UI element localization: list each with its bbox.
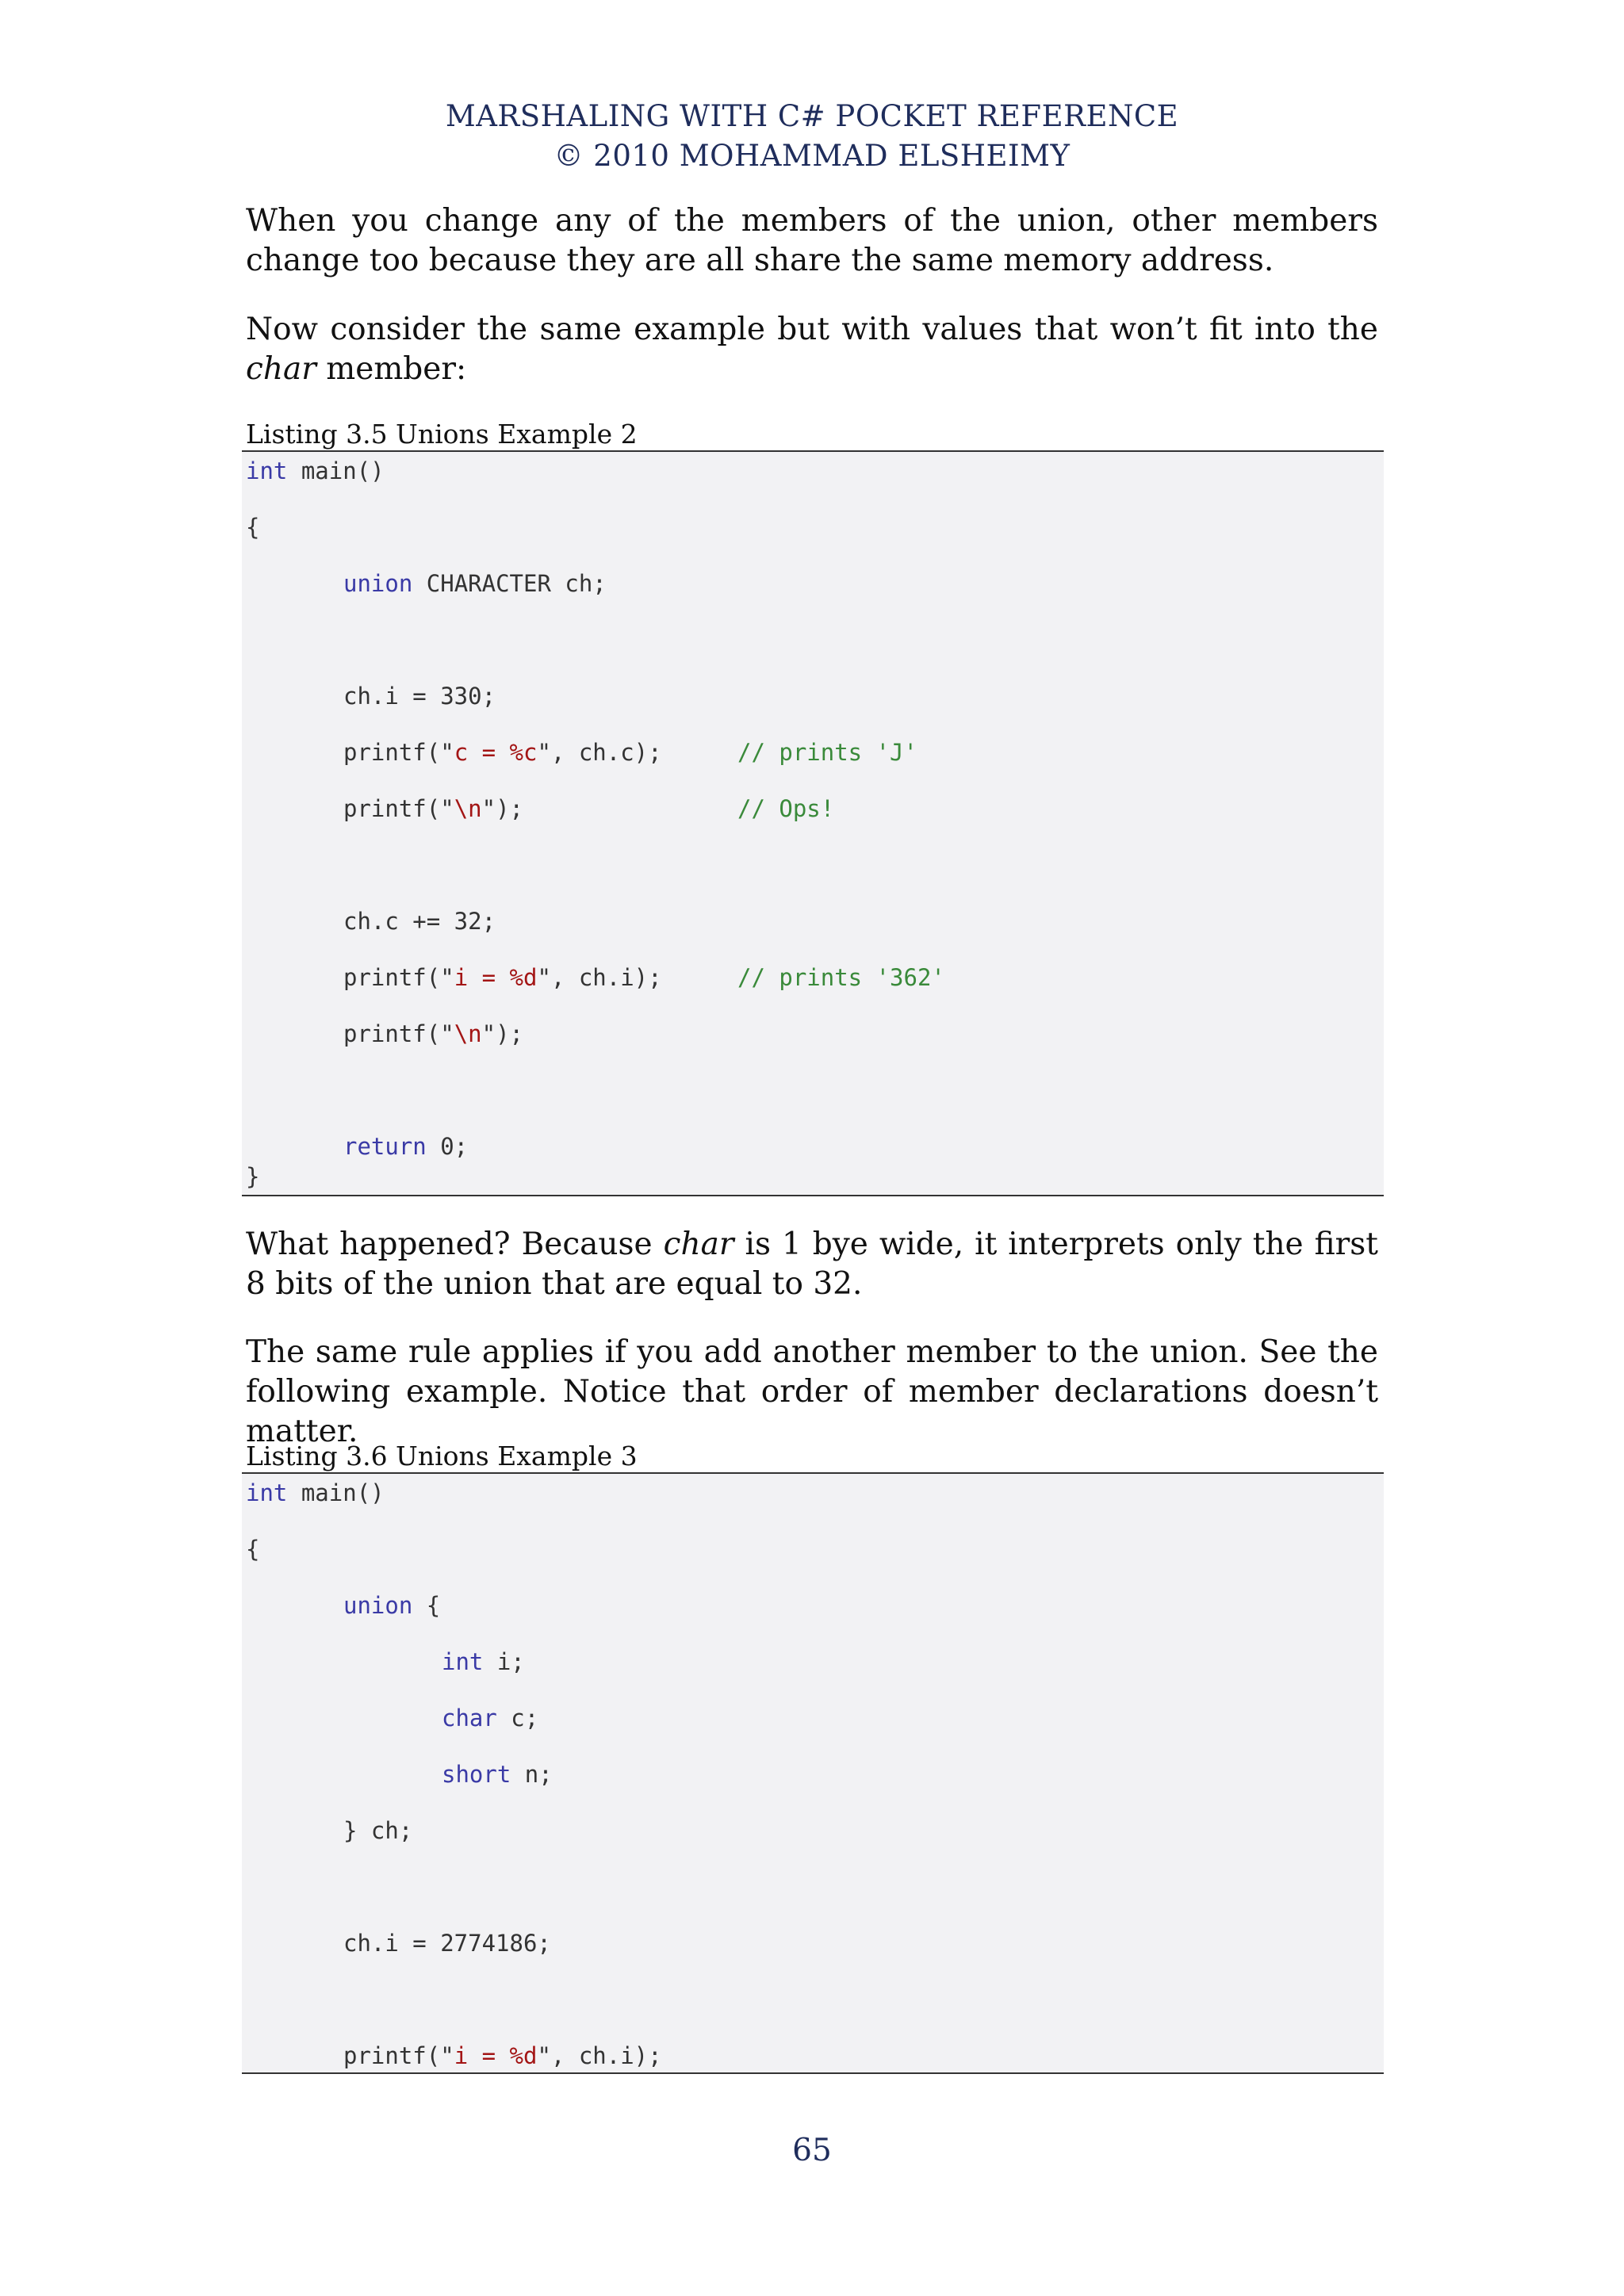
code-text: printf(	[343, 739, 441, 766]
code-text: "	[537, 964, 551, 991]
code-text: );	[496, 1020, 523, 1047]
keyword: int	[246, 1479, 288, 1506]
code-text: );	[496, 795, 523, 822]
paragraph-consider-example	[246, 310, 1378, 389]
code-text: 0;	[426, 1133, 469, 1160]
code-text: , ch.i);	[550, 2042, 662, 2069]
code-text: , ch.c);	[550, 739, 662, 766]
code-text: main()	[287, 457, 385, 484]
code-line	[246, 1479, 385, 1507]
string-literal: i = %d	[454, 2042, 538, 2069]
code-line	[343, 1591, 440, 1620]
code-text: "	[481, 795, 496, 822]
code-line	[442, 1704, 538, 1732]
code-text: i;	[483, 1648, 525, 1675]
code-text: main()	[287, 1479, 385, 1506]
header-title: MARSHALING WITH C# POCKET REFERENCE	[445, 99, 1179, 133]
listing-caption: Listing 3.6 Unions Example 3	[246, 1441, 638, 1471]
code-line: } ch;	[343, 1817, 413, 1844]
code-line: ch.c += 32;	[343, 908, 496, 935]
code-text: "	[440, 1020, 454, 1047]
code-line: ch.i = 330;	[343, 683, 496, 710]
header-copyright: © 2010 MOHAMMAD ELSHEIMY	[553, 139, 1071, 173]
keyword: int	[442, 1648, 484, 1675]
code-text: "	[537, 2042, 551, 2069]
code-text: c;	[496, 1705, 539, 1732]
page-number: 65	[792, 2133, 832, 2168]
code-line	[343, 794, 523, 823]
code-text: "	[440, 739, 454, 766]
code-text: "	[440, 964, 454, 991]
code-line	[343, 963, 662, 992]
text: Now consider the same example but with values that won’t fit into the	[246, 312, 1378, 347]
code-text: {	[412, 1592, 441, 1619]
code-line	[343, 2042, 662, 2070]
code-line: {	[246, 1536, 260, 1563]
code-text: CHARACTER ch;	[412, 570, 607, 597]
keyword: union	[343, 1592, 413, 1619]
code-comment: // prints 'J'	[737, 739, 917, 766]
code-line	[442, 1647, 525, 1676]
text: member:	[316, 351, 467, 387]
text: What happened? Because	[246, 1226, 664, 1262]
keyword: short	[442, 1761, 511, 1788]
keyword: return	[343, 1133, 427, 1160]
code-comment: // prints '362'	[737, 964, 945, 991]
keyword: union	[343, 570, 413, 597]
code-line: {	[246, 514, 260, 541]
code-line	[246, 457, 385, 485]
code-text: "	[440, 795, 454, 822]
string-literal: i = %d	[454, 964, 538, 991]
code-text: , ch.i);	[550, 964, 662, 991]
code-text: "	[481, 1020, 496, 1047]
code-line	[343, 1132, 468, 1161]
listing-caption: Listing 3.5 Unions Example 2	[246, 419, 638, 450]
code-listing-3-6	[242, 1472, 1384, 2074]
code-line	[343, 569, 607, 598]
paragraph-same-rule: The same rule applies if you add another member to the union. See the following example. Notice that order of member declarations doesn’t matter.	[246, 1334, 1378, 1449]
paragraph-union-members: When you change any of the members of the union, other members change too because they are all share the same memory address.	[246, 203, 1378, 278]
code-line	[442, 1760, 553, 1789]
code-listing-3-5	[242, 450, 1384, 1196]
code-text: printf(	[343, 1020, 441, 1047]
code-text: "	[537, 739, 551, 766]
string-literal: \n	[454, 795, 482, 822]
text: is 1 bye wide, it interprets only the first 8 bits of the union that are equal to 32.	[246, 1226, 1378, 1302]
code-comment: // Ops!	[737, 795, 835, 822]
page-header	[0, 97, 1624, 176]
code-text: "	[440, 2042, 454, 2069]
code-text: printf(	[343, 795, 441, 822]
code-text: printf(	[343, 964, 441, 991]
code-line: }	[246, 1163, 260, 1190]
code-text: printf(	[343, 2042, 441, 2069]
keyword: int	[246, 457, 288, 484]
code-line: ch.i = 2774186;	[343, 1930, 551, 1957]
emphasis-char: char	[663, 1226, 734, 1262]
code-text: n;	[511, 1761, 553, 1788]
string-literal: \n	[454, 1020, 482, 1047]
string-literal: c = %c	[454, 739, 538, 766]
code-line	[343, 1020, 523, 1048]
paragraph-what-happened	[246, 1225, 1378, 1304]
keyword: char	[442, 1705, 497, 1732]
emphasis-char: char	[246, 351, 316, 387]
code-line	[343, 738, 662, 767]
